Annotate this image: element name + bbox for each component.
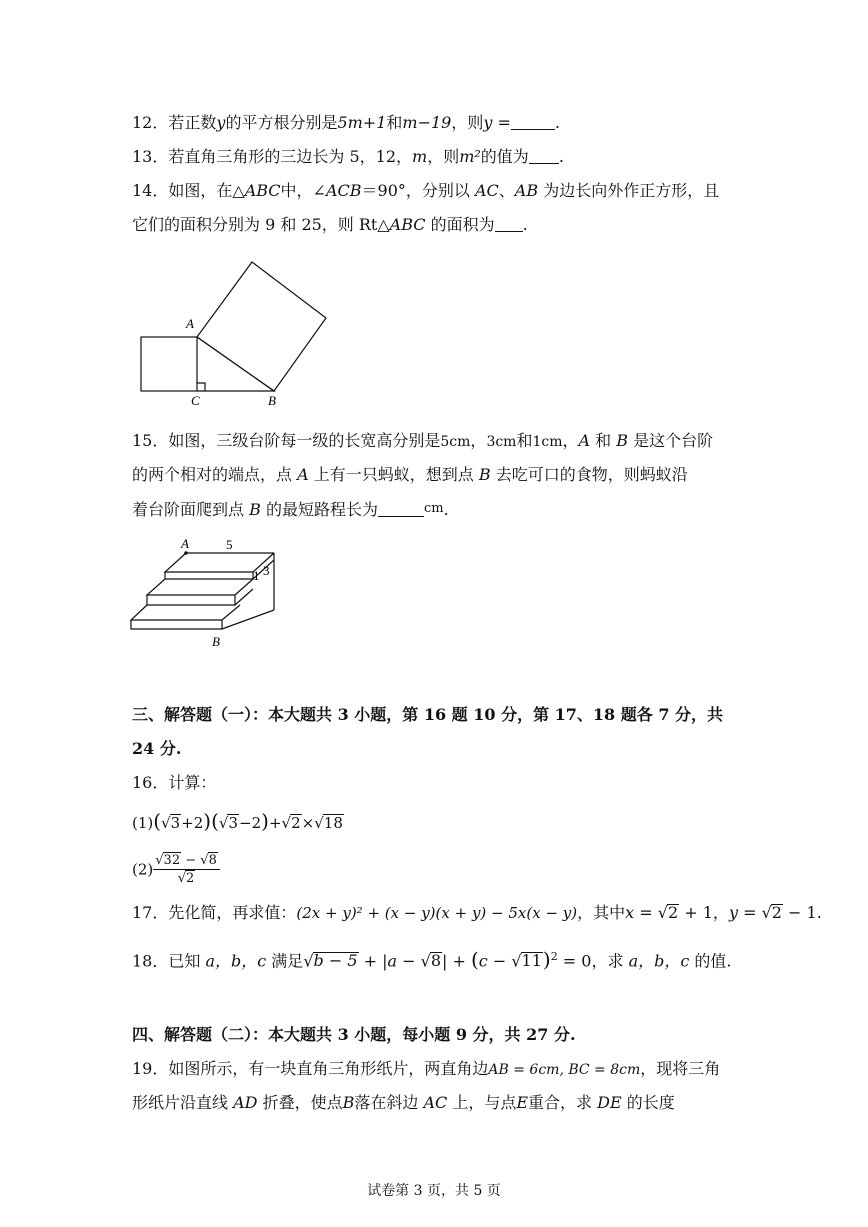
q14-var: ABC (244, 181, 281, 200)
q15-var: A (578, 431, 591, 450)
question-13 (132, 146, 564, 168)
q12-text: 的平方根分别是 (225, 113, 338, 132)
radicand: 2 (186, 871, 195, 886)
q12-text: ，则 (451, 113, 484, 132)
q17-text: 先化简，再求值： (168, 903, 297, 922)
figure-14-squares (130, 255, 340, 410)
q15-text: ， (470, 431, 487, 450)
question-16: 16．计算： (132, 773, 217, 792)
paren: ) (542, 947, 551, 972)
question-19-line-2 (132, 1092, 675, 1114)
q15-text: ， (562, 431, 579, 450)
op: + (268, 814, 282, 832)
radicand: b − 5 (313, 951, 358, 971)
q12-text: 和 (386, 113, 403, 132)
q12-end: . (554, 113, 560, 132)
question-19-line-1 (132, 1058, 720, 1081)
q19-text: 的长度 (621, 1093, 675, 1112)
point-a (184, 551, 188, 555)
q19-var: B (342, 1093, 355, 1112)
numerator: √32 − √8 (153, 852, 220, 870)
q14-text: 它们的面积分别为 9 和 25，则 Rt△ (132, 215, 390, 234)
q15-var: B (249, 500, 261, 519)
q17-term: + 1 (679, 903, 713, 922)
op: × (301, 814, 315, 832)
q18-eq: = 0 (557, 951, 592, 971)
answer-blank[interactable] (529, 147, 559, 164)
section-4-heading: 四、解答题（二）：本大题共 3 小题，每小题 9 分，共 27 分. (132, 1025, 576, 1044)
right-angle-mark (197, 383, 205, 391)
q19-var: AC (423, 1093, 448, 1112)
term: +2 (181, 814, 204, 832)
q15-text: 的最短路程长为 (260, 500, 378, 519)
exponent: 2 (550, 950, 558, 963)
q13-var: m (412, 147, 428, 166)
q14-var: AB (514, 181, 539, 200)
q15-dim: 3cm (486, 434, 517, 450)
radicand: 2 (667, 903, 679, 922)
q19-var: E (516, 1093, 529, 1112)
q15-text: 和 (516, 431, 533, 450)
label-a: A (181, 536, 189, 551)
q13-end: . (558, 147, 564, 166)
paren: ( (153, 809, 162, 833)
question-18: 18．已知 a，b，c 满足$√b - 5 + |a - √8| + (c - √11)^2 = 0$，求 a，b，c 的值. (132, 947, 732, 972)
radicand: 2 (771, 903, 782, 922)
q14-number: 14． (132, 181, 169, 200)
question-14-line-1 (132, 180, 719, 202)
radicand: 8 (430, 951, 441, 971)
q15-text: 着台阶面爬到点 (132, 500, 250, 519)
q17-var: x = (625, 903, 658, 922)
q19-var: DE (597, 1093, 622, 1112)
q13-var: m² (459, 147, 481, 166)
op: − (185, 853, 197, 868)
op: + (447, 951, 471, 971)
q15-unit: cm (423, 501, 444, 516)
q15-end: . (443, 500, 449, 519)
paren: ) (203, 809, 212, 833)
radicand: 3 (170, 814, 181, 832)
q14-text: 的面积为 (425, 215, 495, 234)
q15-text: 上有一只蚂蚁，想到点 (308, 465, 479, 484)
term: −2 (239, 814, 262, 832)
q19-var: AD (233, 1093, 258, 1112)
q12-eq: = (492, 113, 511, 132)
abs-bar: | (442, 951, 448, 971)
label-b: B (212, 634, 220, 649)
label-c: C (191, 393, 200, 408)
q17-var: y = (728, 903, 762, 922)
q14-text: ＝90°，分别以 (361, 181, 475, 200)
q12-text: 若正数 (168, 113, 217, 132)
q14-var: AC (474, 181, 499, 200)
q14-var: ABC (389, 215, 426, 234)
part-label: (2) (132, 860, 154, 879)
q14-text: 、 (498, 181, 515, 200)
q18-term: c − (478, 951, 512, 971)
label-b: B (268, 393, 276, 408)
q13-text: 若直角三角形的三边长为 5，12， (168, 147, 413, 166)
q19-text: 折叠，使点 (257, 1093, 343, 1112)
q18-var: a，b，c (205, 951, 267, 971)
label-a: A (186, 316, 194, 331)
q15-text: 去吃可口的食物，则蚂蚁沿 (490, 465, 688, 484)
q18-term: a − (387, 951, 421, 971)
answer-blank[interactable] (378, 500, 424, 517)
q15-var: B (478, 465, 491, 484)
q16-part-2 (132, 852, 220, 887)
q12-var: y (483, 113, 493, 132)
page-footer: 试卷第 3 页，共 5 页 (367, 1183, 501, 1199)
q19-text: 上，与点 (447, 1093, 517, 1112)
q15-text: 是这个台阶 (628, 431, 714, 450)
q12-number: 12． (132, 113, 169, 132)
q19-expr: AB = 6cm, BC = 8cm (488, 1062, 641, 1078)
q13-text: 的值为 (480, 147, 529, 166)
q14-text: 如图，在△ (168, 181, 245, 200)
radicand: 11 (521, 951, 542, 971)
answer-blank[interactable] (495, 215, 523, 232)
question-15-line-1 (132, 430, 713, 453)
fraction (153, 852, 220, 887)
square-ac (141, 337, 197, 391)
question-14-line-2 (132, 214, 528, 236)
q14-text: 为边长向外作正方形，且 (538, 181, 720, 200)
q19-text: 如图所示，有一块直角三角形纸片，两直角边 (168, 1059, 489, 1078)
q17-number: 17． (132, 903, 169, 922)
q16-part-1: (1)(√3+2)(√3−2)+√2×√18 (132, 809, 343, 833)
label-height-1: 1 (253, 568, 260, 583)
q18-var: a，b，c (628, 951, 690, 971)
denominator: √2 (177, 871, 195, 886)
q15-text: 的两个相对的端点，点 (132, 465, 298, 484)
q18-text: 满足 (266, 951, 304, 971)
q15-text: 和 (590, 431, 617, 450)
q17-text: ， (712, 903, 729, 922)
q19-text: 落在斜边 (354, 1093, 424, 1112)
q17-term: − 1 (782, 903, 817, 922)
radicand: 2 (291, 814, 301, 832)
q19-text: ，现将三角 (640, 1059, 721, 1078)
abs-bar: | (382, 951, 388, 971)
q15-var: A (297, 465, 309, 484)
section-3-heading: 三、解答题（一）：本大题共 3 小题，第 16 题 10 分，第 17、18 题各 7 分，共 (132, 705, 724, 724)
question-12 (132, 112, 560, 134)
radicand: 18 (323, 814, 343, 832)
q15-text: 如图，三级台阶每一级的长宽高分别是 (168, 431, 441, 450)
paren: ( (470, 947, 479, 972)
label-length: 5 (226, 537, 233, 552)
radicand: 32 (163, 853, 181, 868)
q14-var: ACB (325, 181, 362, 200)
q15-dim: 5cm (440, 434, 471, 450)
q18-text: ，求 (591, 951, 629, 971)
answer-blank[interactable] (511, 113, 555, 130)
q14-end: . (522, 215, 528, 234)
q15-dim: 1cm (532, 434, 563, 450)
q13-number: 13． (132, 147, 169, 166)
section-3-heading-cont: 24 分. (132, 739, 182, 758)
q13-text: ，则 (427, 147, 460, 166)
label-height-3: 3 (263, 563, 270, 578)
part-label: (1) (132, 814, 154, 832)
q17-text: ，其中 (577, 903, 626, 922)
q12-expr: m−19 (402, 113, 452, 132)
q19-text: 形纸片沿直线 (132, 1093, 234, 1112)
q17-expr: (2x + y)² + (x − y)(x + y) − 5x(x − y) (296, 904, 578, 922)
question-15-line-2 (132, 464, 688, 486)
q15-var: B (616, 431, 629, 450)
q15-number: 15． (132, 431, 169, 450)
question-17: 17．先化简，再求值：(2x + y)² + (x − y)(x + y) − 5x(x − y)，其中x = √2 + 1，y = √2 − 1. (132, 903, 822, 922)
square-ab (197, 262, 326, 391)
q18-text: 已知 (168, 951, 206, 971)
op: + (358, 951, 383, 971)
q18-number: 18． (132, 951, 169, 971)
question-15-line-3 (132, 498, 449, 521)
q19-number: 19． (132, 1059, 169, 1078)
paren: ( (211, 809, 219, 833)
radicand: 8 (208, 853, 217, 868)
q12-expr: 5m+1 (337, 113, 387, 132)
figure-15-stairs (128, 533, 288, 653)
paren: ) (261, 809, 269, 833)
q17-end: . (816, 903, 822, 922)
q12-var: y (216, 113, 226, 132)
q19-text: 重合，求 (528, 1093, 598, 1112)
q18-text: 的值. (689, 951, 732, 971)
q14-text: 中，∠ (280, 181, 326, 200)
radicand: 3 (228, 814, 239, 832)
